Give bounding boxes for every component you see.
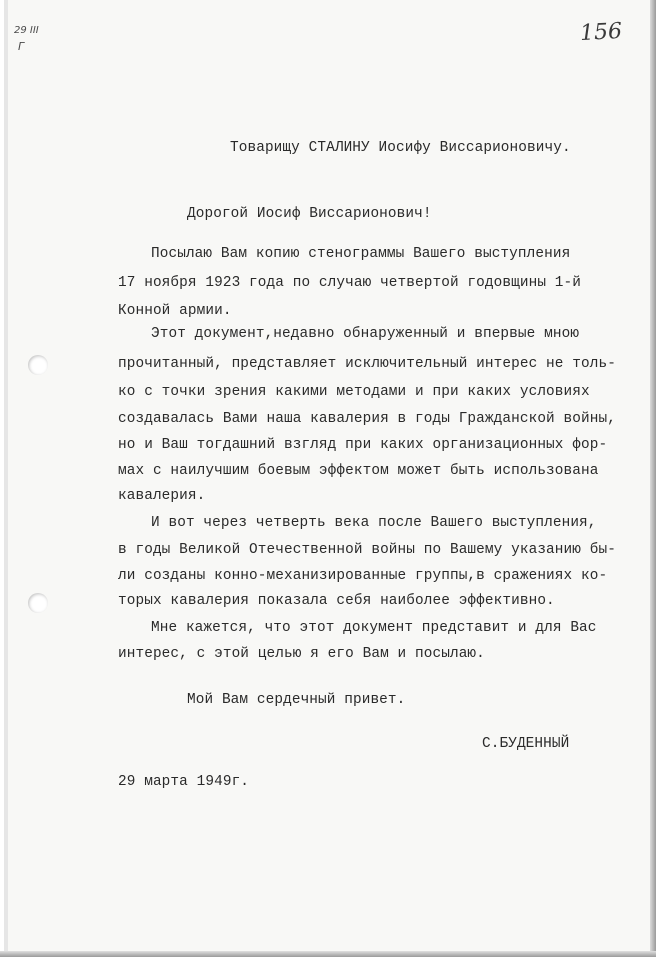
letter-date: 29 марта 1949г. [118, 774, 250, 790]
body-line: Этот документ,недавно обнаруженный и впервые мною [151, 326, 580, 342]
body-line: Конной армии. [118, 303, 232, 319]
document-page [4, 0, 650, 957]
body-line: ли созданы конно-механизированные группы,в сражениях ко- [118, 568, 608, 584]
punch-hole-upper [28, 355, 48, 375]
punch-hole-lower [28, 593, 48, 613]
body-line: ко с точки зрения какими методами и при каких условиях [118, 384, 590, 400]
body-line: торых кавалерия показала себя наиболее эффективно. [118, 593, 555, 609]
body-line: Мне кажется, что этот документ представит и для Вас [151, 620, 597, 636]
salutation: Дорогой Иосиф Виссарионович! [187, 206, 432, 222]
body-line: создавалась Вами наша кавалерия в годы Гражданской войны, [118, 411, 616, 427]
folio-number: 156 [579, 18, 623, 47]
closing-line: Мой Вам сердечный привет. [187, 692, 406, 708]
archive-corner-note: 29 III [14, 25, 39, 36]
page-right-edge [650, 0, 656, 957]
archive-corner-note-mark: Г [18, 40, 25, 53]
addressee-line: Товарищу СТАЛИНУ Иосифу Виссарионовичу. [230, 140, 571, 156]
body-line: 17 ноября 1923 года по случаю четвертой годовщины 1-й [118, 275, 581, 291]
body-line: кавалерия. [118, 488, 206, 504]
body-line: Посылаю Вам копию стенограммы Вашего выступления [151, 246, 571, 262]
page-left-edge [4, 0, 8, 957]
body-line: интерес, с этой целью я его Вам и посылаю. [118, 646, 485, 662]
body-line: прочитанный, представляет исключительный интерес не толь- [118, 356, 616, 372]
page-bottom-edge [0, 951, 656, 957]
body-line: но и Ваш тогдашний взгляд при каких организационных фор- [118, 437, 608, 453]
body-line: в годы Великой Отечественной войны по Вашему указанию бы- [118, 542, 616, 558]
body-line: мах с наилучшим боевым эффектом может быть использована [118, 463, 599, 479]
signature: С.БУДЕННЫЙ [482, 736, 570, 752]
body-line: И вот через четверть века после Вашего выступления, [151, 515, 597, 531]
